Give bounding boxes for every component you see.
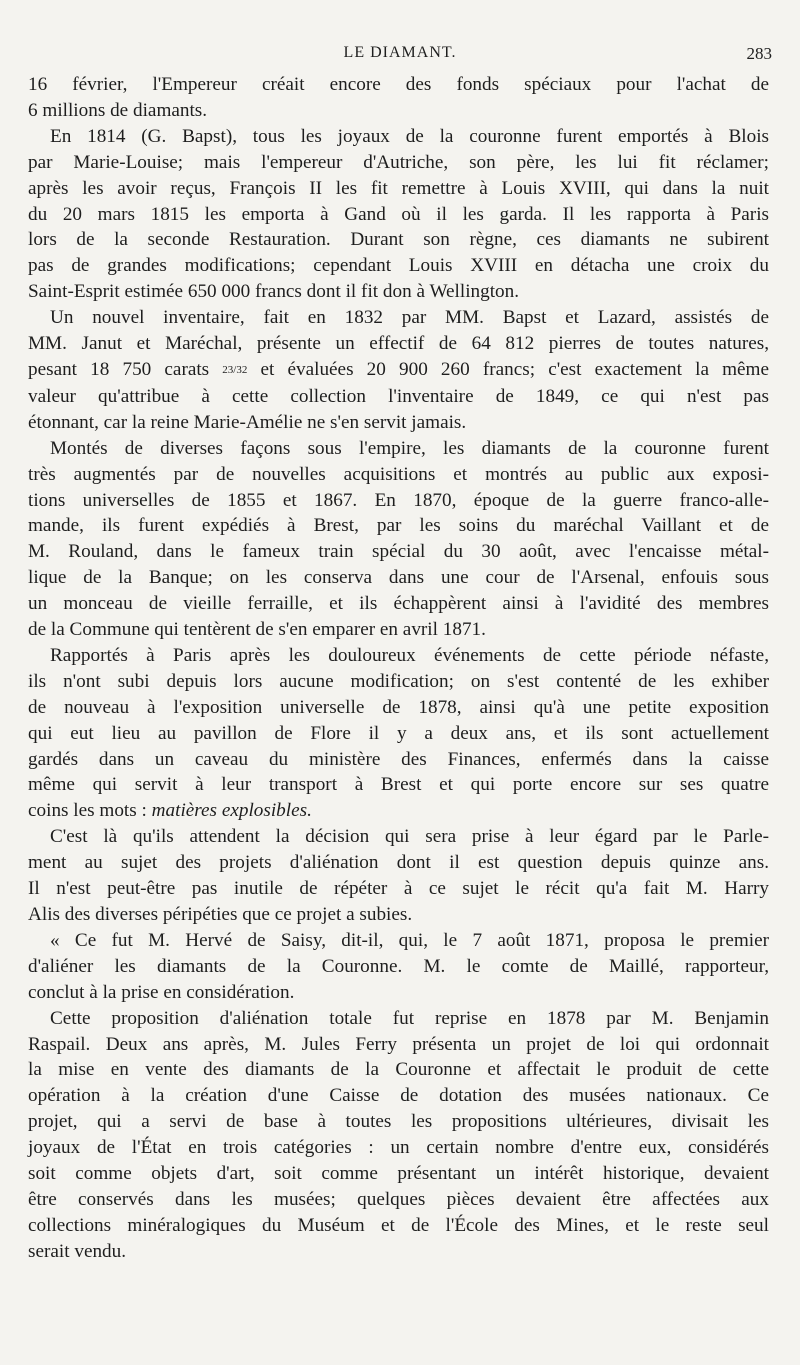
- text-line: qui eut lieu au pavillon de Flore il y a deux ans, et ils sont actuellement: [28, 722, 769, 744]
- text-line: projet, qui a servi de base à toutes les propositions ultérieures, divisait les: [28, 1111, 769, 1133]
- text-line: être conservés dans les musées; quelques pièces devaient être affectées aux: [28, 1188, 769, 1210]
- page-header: [28, 44, 772, 68]
- text-fragment: et évaluées 20 900 260 francs; c'est exactement la même: [247, 358, 769, 380]
- text-line: très augmentés par de nouvelles acquisitions et montrés au public aux exposi-: [28, 463, 769, 485]
- text-line: par Marie-Louise; mais l'empereur d'Autriche, son père, les lui fit réclamer;: [28, 151, 769, 173]
- text-line: collections minéralogiques du Muséum et de l'École des Mines, et le reste seul: [28, 1214, 769, 1236]
- text-line: après les avoir reçus, François II les fit remettre à Louis XVIII, qui dans la nuit: [28, 177, 769, 199]
- text-line: ils n'ont subi depuis lors aucune modification; on s'est contenté de les exhiber: [28, 670, 769, 692]
- text-fragment: coins les mots :: [28, 800, 152, 822]
- text-line: d'aliéner les diamants de la Couronne. M. le comte de Maillé, rapporteur,: [28, 955, 769, 977]
- text-line: opération à la création d'une Caisse de dotation des musées nationaux. Ce: [28, 1085, 769, 1107]
- text-line: valeur qu'attribue à cette collection l'inventaire de 1849, ce qui n'est pas: [28, 385, 769, 407]
- text-line: MM. Janut et Maréchal, présente un effectif de 64 812 pierres de toutes natures,: [28, 333, 769, 355]
- text-line: conclut à la prise en considération.: [28, 981, 295, 1003]
- text-line: [28, 357, 769, 384]
- text-line: Alis des diverses péripéties que ce projet a subies.: [28, 904, 413, 925]
- text-line: Saint-Esprit estimée 650 000 francs dont il fit don à Wellington.: [28, 281, 520, 303]
- text-line: même qui servit à leur transport à Brest et qui porte encore sur ses quatre: [28, 774, 769, 796]
- text-line: soit comme objets d'art, soit comme présentant un intérêt historique, devaient: [28, 1163, 769, 1185]
- text-line: C'est là qu'ils attendent la décision qui sera prise à leur égard par le Parle-: [50, 826, 769, 848]
- text-line: la mise en vente des diamants de la Couronne et affectait le produit de cette: [28, 1059, 769, 1081]
- page-number: 283: [746, 44, 772, 63]
- body-text: [28, 72, 769, 1265]
- text-line: Rapportés à Paris après les douloureux événements de cette période néfaste,: [50, 644, 769, 666]
- running-title: LE DIAMANT.: [343, 44, 457, 61]
- italic-text: matières explosibles.: [151, 800, 312, 822]
- text-line: de la Commune qui tentèrent de s'en emparer en avril 1871.: [28, 619, 486, 641]
- fraction: 23/32: [222, 363, 248, 376]
- text-line: ment au sujet des projets d'aliénation dont il est question depuis quinze ans.: [28, 852, 769, 874]
- text-line: pas de grandes modifications; cependant Louis XVIII en détacha une croix du: [28, 255, 769, 277]
- text-line: [28, 798, 769, 824]
- text-line: du 20 mars 1815 les emporta à Gand où il les garda. Il les rapporta à Paris: [28, 203, 769, 225]
- text-line: serait vendu.: [28, 1240, 127, 1262]
- text-line: un monceau de vieille ferraille, et ils échappèrent ainsi à l'avidité des membres: [28, 593, 769, 615]
- text-line: tions universelles de 1855 et 1867. En 1870, époque de la guerre franco-alle-: [28, 489, 769, 511]
- text-line: lique de la Banque; on les conserva dans une cour de l'Arsenal, enfouis sous: [28, 567, 769, 589]
- text-line: mande, ils furent expédiés à Brest, par les soins du maréchal Vaillant et de: [28, 515, 769, 537]
- text-line: Raspail. Deux ans après, M. Jules Ferry présenta un projet de loi qui ordonnait: [28, 1033, 769, 1055]
- text-line: « Ce fut M. Hervé de Saisy, dit-il, qui, le 7 août 1871, proposa le premier: [50, 929, 769, 951]
- text-line: étonnant, car la reine Marie-Amélie ne s'en servit jamais.: [28, 411, 467, 433]
- text-line: Cette proposition d'aliénation totale fut reprise en 1878 par M. Benjamin: [50, 1007, 769, 1029]
- text-line: Un nouvel inventaire, fait en 1832 par MM. Bapst et Lazard, assistés de: [50, 307, 769, 329]
- text-line: En 1814 (G. Bapst), tous les joyaux de la couronne furent emportés à Blois: [50, 125, 769, 147]
- text-line: joyaux de l'État en trois catégories : un certain nombre d'entre eux, considérés: [28, 1137, 769, 1159]
- text-line: de nouveau à l'exposition universelle de 1878, ainsi qu'à une petite exposition: [28, 696, 769, 718]
- text-line: Il n'est peut-être pas inutile de répéter à ce sujet le récit qu'a fait M. Harry: [28, 878, 769, 900]
- text-line: gardés dans un caveau du ministère des Finances, enfermés dans la caisse: [28, 748, 769, 770]
- text-line: lors de la seconde Restauration. Durant son règne, ces diamants ne subirent: [28, 229, 769, 251]
- text-line: 16 février, l'Empereur créait encore des fonds spéciaux pour l'achat de: [28, 74, 769, 95]
- text-fragment: pesant 18 750 carats: [28, 358, 223, 380]
- text-line: Montés de diverses façons sous l'empire, les diamants de la couronne furent: [50, 437, 769, 459]
- text-line: M. Rouland, dans le fameux train spécial du 30 août, avec l'encaisse métal-: [28, 541, 769, 563]
- text-line: 6 millions de diamants.: [28, 99, 208, 121]
